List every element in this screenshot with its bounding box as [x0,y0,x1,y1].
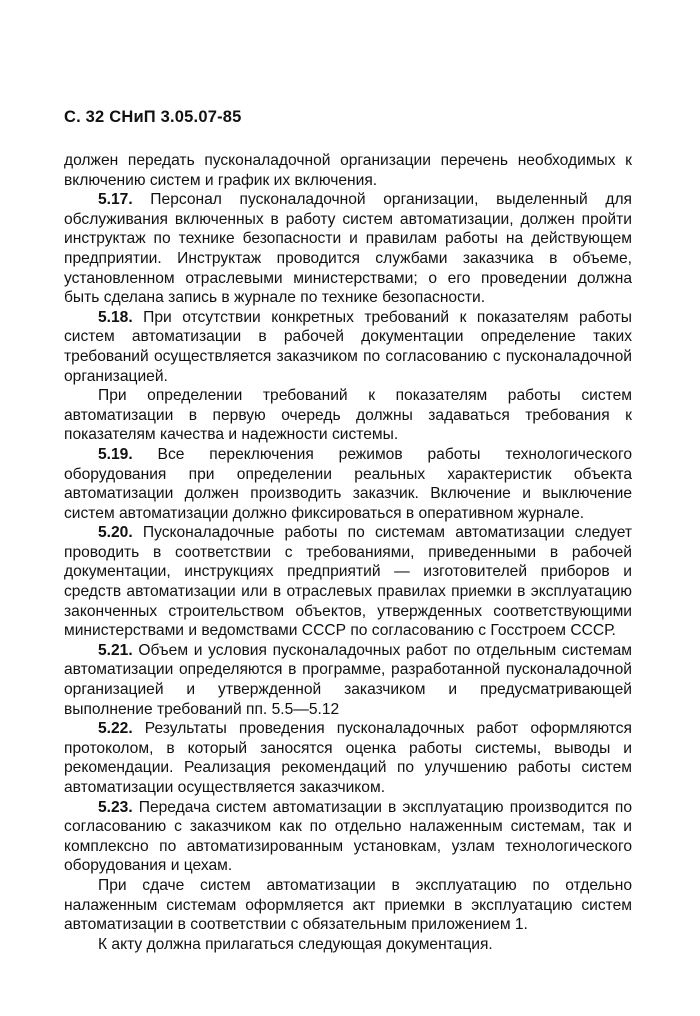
paragraph-text: Пусконаладочные работы по системам автоматизации следует проводить в соответствии с требованиями, приведенными в рабочей документации, инструкциях предприятий — изготовителей приборов и средств автоматизации или в отраслевых правилах приемки в эксплуатацию законченных строительством объектов, утвержденных соответствующими министерствами и ведомствами СССР по согласованию с Госстроем СССР. [64,524,632,640]
paragraph-continuation [64,151,632,190]
paragraph-text: Результаты проведения пусконаладочных работ оформляются протоколом, в который заносятся оценка работы системы, выводы и рекомендации. Реализация рекомендаций по улучшению работы систем автоматизации осуществляется заказчиком. [64,720,632,796]
paragraph-5-23-documents [64,935,632,955]
clause-number: 5.18. [98,308,133,326]
paragraph-text: Все переключения режимов работы технологического оборудования при определении реальных характеристик объекта автоматизации должен производить заказчик. Включение и выключение систем автоматизации должно фиксироваться в оперативном журнале. [64,445,632,522]
page-header: С. 32 СНиП 3.05.07-85 [64,108,242,126]
paragraph-5-17 [64,190,632,308]
clause-number: 5.23. [98,798,133,816]
document-page [64,108,632,954]
paragraph-5-20 [64,523,632,641]
paragraph-text: Объем и условия пусконаладочных работ по отдельным системам автоматизации определяются в программе, разработанной пусконаладочной организацией и утвержденной заказчиком и предусматривающей выполнение требований пп. 5.5—5.12 [64,641,632,718]
paragraph-text: К акту должна прилагаться следующая документация. [98,935,493,953]
paragraph-5-19 [64,445,632,523]
paragraph-text: При сдаче систем автоматизации в эксплуатацию по отдельно налаженным системам оформляется акт приемки в эксплуатацию систем автоматизации в соответствии с обязательным приложением 1. [64,876,632,934]
clause-number: 5.17. [98,191,133,209]
paragraph-5-23 [64,798,632,876]
paragraph-text: Персонал пусконаладочной организации, выделенный для обслуживания включенных в работу систем автоматизации, должен пройти инструктаж по технике безопасности и правилам работы на действующем предприятии. Инструктаж проводится службами заказчика в объеме, установленном отраслевыми министерствами; о его проведении должна быть сделана запись в журнале по технике безопасности. [64,191,632,307]
document-body [64,151,632,954]
paragraph-text: должен передать пусконаладочной организации перечень необходимых к включению систем и график их включения. [64,152,632,189]
paragraph-text: При отсутствии конкретных требований к показателям работы систем автоматизации в рабочей документации определение таких требований осуществляется заказчиком по согласованию с пусконаладочной организацией. [64,308,632,385]
clause-number: 5.20. [98,524,133,542]
paragraph-text: Передача систем автоматизации в эксплуатацию производится по согласованию с заказчиком как по отдельно налаженным системам, так и комплексно по автоматизированным установкам, узлам технологического оборудования и цехам. [64,798,632,875]
clause-number: 5.19. [98,445,133,463]
paragraph-5-22 [64,719,632,797]
paragraph-text: При определении требований к показателям работы систем автоматизации в первую очередь должны задаваться требования к показателям качества и надежности системы. [64,387,632,444]
paragraph-5-18-note [64,386,632,445]
paragraph-5-18 [64,308,632,386]
clause-number: 5.21. [98,641,133,659]
paragraph-5-21 [64,641,632,719]
clause-number: 5.22. [98,720,133,738]
paragraph-5-23-acceptance [64,876,632,935]
